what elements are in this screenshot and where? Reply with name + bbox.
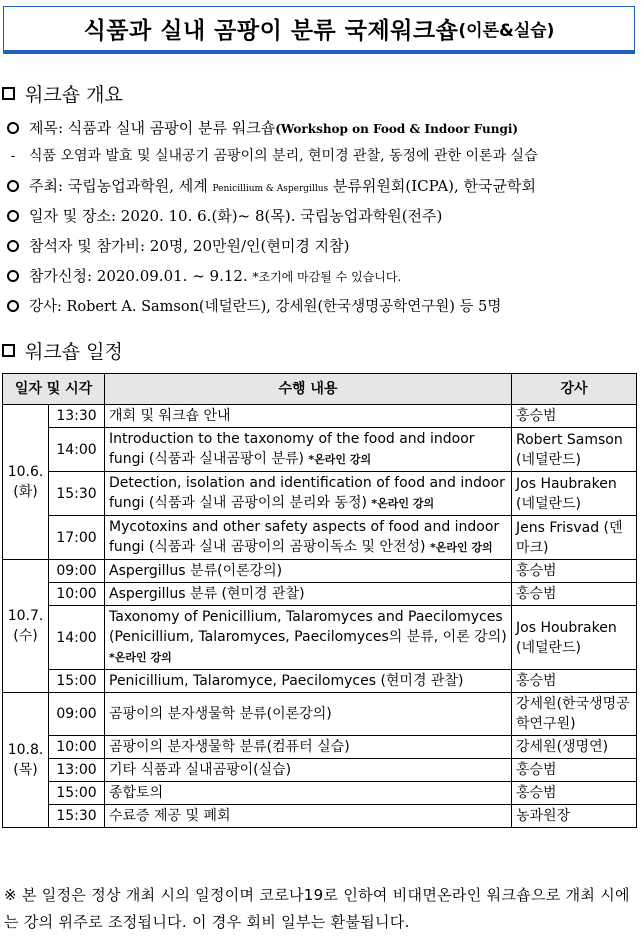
- content-text: Aspergillus 분류(이론강의): [109, 563, 283, 579]
- time-cell: 09:00: [49, 693, 105, 736]
- content-cell: [105, 560, 512, 583]
- content-text: 개회 및 워크숍 안내: [109, 408, 231, 424]
- content-cell: [105, 583, 512, 606]
- time-cell: 17:00: [49, 516, 105, 560]
- overview-subject: [7, 117, 518, 138]
- content-cell: [105, 759, 512, 782]
- content-cell: [105, 472, 512, 516]
- content-text: Aspergillus 분류 (현미경 관찰): [109, 586, 305, 602]
- header-content: 수행 내용: [105, 374, 512, 405]
- time-cell: 09:00: [49, 560, 105, 583]
- time-cell: 10:00: [49, 583, 105, 606]
- schedule-heading-label: 워크숍 일정: [25, 341, 123, 363]
- content-cell: [105, 736, 512, 759]
- header-speaker: 강사: [512, 374, 637, 405]
- content-cell: [105, 405, 512, 428]
- speaker-cell: 홍승범: [512, 759, 637, 782]
- table-row: [3, 516, 637, 560]
- table-row: [3, 759, 637, 782]
- content-text: Taxonomy of Penicillium, Talaromyces and Paecilomyces (Penicillium, Talaromyces, Paecilomyces의 분류, 이론 강의): [109, 609, 507, 645]
- host-text-c: 분류위원회(ICPA), 한국균학회: [328, 177, 536, 195]
- speaker-cell: Jens Frisvad (덴마크): [512, 516, 637, 560]
- content-text: Penicillium, Talaromyce, Paecilomyces (현미경 관찰): [109, 673, 464, 689]
- overview-apply: [7, 265, 401, 286]
- table-row: [3, 693, 637, 736]
- table-row: [3, 560, 637, 583]
- title-banner: [3, 6, 635, 54]
- overview-subject-desc: [7, 145, 538, 165]
- time-cell: 13:00: [49, 759, 105, 782]
- date-place-text: 일자 및 장소: 2020. 10. 6.(화)~ 8(목). 국립농업과학원(전주): [29, 207, 443, 225]
- apply-text: 참가신청: 2020.09.01. ~ 9.12.: [29, 267, 253, 285]
- speaker-cell: 홍승범: [512, 782, 637, 805]
- circle-bullet-icon: [7, 122, 19, 134]
- overview-attendees: [7, 235, 349, 256]
- day-weekday: (화): [13, 484, 38, 500]
- day-date: 10.8.: [7, 742, 44, 758]
- time-cell: 14:00: [49, 428, 105, 472]
- content-cell: [105, 428, 512, 472]
- schedule-table: [2, 373, 637, 828]
- day-date: 10.6.: [7, 464, 44, 480]
- speaker-cell: Jos Houbraken (네덜란드): [512, 606, 637, 670]
- page-title: 식품과 실내 곰팡이 분류 국제워크숍: [83, 18, 459, 44]
- content-cell: [105, 782, 512, 805]
- overview-date-place: [7, 205, 442, 226]
- speaker-cell: 홍승범: [512, 583, 637, 606]
- speaker-cell: 홍승범: [512, 405, 637, 428]
- table-row: [3, 583, 637, 606]
- subject-english: (Workshop on Food & Indoor Fungi): [275, 122, 519, 136]
- speaker-cell: Robert Samson (네덜란드): [512, 428, 637, 472]
- checkbox-square-icon: [2, 344, 15, 357]
- day-cell: [3, 693, 49, 828]
- circle-bullet-icon: [7, 210, 19, 222]
- header-date-time: 일자 및 시각: [3, 374, 105, 405]
- circle-bullet-icon: [7, 240, 19, 252]
- content-text: 기타 식품과 실내곰팡이(실습): [109, 762, 292, 778]
- dash-bullet-icon: -: [10, 148, 16, 164]
- time-cell: 10:00: [49, 736, 105, 759]
- footnote: ※ 본 일정은 정상 개최 시의 일정이며 코로나19로 인하여 비대면온라인 워크숍으로 개최 시에는 강의 위주로 조정됩니다. 이 경우 회비 일부는 환불됩니다.: [4, 886, 630, 931]
- table-row: [3, 805, 637, 828]
- checkbox-square-icon: [2, 87, 15, 100]
- day-cell: [3, 405, 49, 560]
- speaker-cell: 홍승범: [512, 670, 637, 693]
- content-text: 수료증 제공 및 폐회: [109, 808, 231, 824]
- content-text: Mycotoxins and other safety aspects of food and indoor fungi (식품과 실내 곰팡이의 곰팡이독소 및 안전성): [109, 519, 500, 555]
- lecturers-text: 강사: Robert A. Samson(네덜란드), 강세원(한국생명공학연구원) 등 5명: [29, 299, 502, 315]
- day-cell: [3, 560, 49, 693]
- online-tag: *온라인 강의: [109, 651, 172, 664]
- speaker-cell: 홍승범: [512, 560, 637, 583]
- time-cell: 15:30: [49, 805, 105, 828]
- time-cell: 15:30: [49, 472, 105, 516]
- schedule-heading: [2, 337, 123, 364]
- speaker-cell: 강세원(한국생명공학연구원): [512, 693, 637, 736]
- circle-bullet-icon: [7, 300, 19, 312]
- overview-heading: [2, 80, 123, 107]
- content-text: Introduction to the taxonomy of the food and indoor fungi (식품과 실내곰팡이 분류): [109, 431, 475, 467]
- day-weekday: (수): [13, 628, 38, 644]
- content-cell: [105, 805, 512, 828]
- table-row: [3, 782, 637, 805]
- content-cell: [105, 670, 512, 693]
- table-row: [3, 472, 637, 516]
- table-row: [3, 670, 637, 693]
- circle-bullet-icon: [7, 180, 19, 192]
- time-cell: 15:00: [49, 670, 105, 693]
- table-row: [3, 606, 637, 670]
- day-weekday: (목): [13, 762, 38, 778]
- overview-heading-label: 워크숍 개요: [25, 84, 123, 106]
- content-text: 종합토의: [109, 785, 164, 801]
- page-subtitle: (이론&실습): [458, 21, 555, 41]
- content-text: Detection, isolation and identification of food and indoor fungi (식품과 실내 곰팡이의 분리와 동정): [109, 475, 505, 511]
- apply-note: *조기에 마감될 수 있습니다.: [252, 270, 402, 284]
- table-header-row: [3, 374, 637, 405]
- subject-label: 제목: 식품과 실내 곰팡이 분류 워크숍: [29, 119, 276, 137]
- table-row: [3, 428, 637, 472]
- attendees-text: 참석자 및 참가비: 20명, 20만원/인(현미경 지참): [29, 237, 350, 255]
- speaker-cell: Jos Haubraken (네덜란드): [512, 472, 637, 516]
- content-cell: [105, 516, 512, 560]
- host-text-b: Penicillium & Aspergillus: [212, 184, 329, 194]
- subject-desc: 식품 오염과 발효 및 실내공기 곰팡이의 분리, 현미경 관찰, 동정에 관한 이론과 실습: [29, 148, 538, 164]
- content-cell: [105, 606, 512, 670]
- online-tag: *온라인 강의: [308, 453, 372, 466]
- host-text-a: 주최: 국립농업과학원, 세계: [29, 177, 213, 195]
- overview-host: [7, 175, 536, 196]
- time-cell: 15:00: [49, 782, 105, 805]
- table-row: [3, 736, 637, 759]
- content-text: 곰팡이의 분자생물학 분류(컴퓨터 실습): [109, 739, 350, 755]
- circle-bullet-icon: [7, 270, 19, 282]
- content-cell: [105, 693, 512, 736]
- speaker-cell: 강세원(생명연): [512, 736, 637, 759]
- time-cell: 13:30: [49, 405, 105, 428]
- day-date: 10.7.: [7, 608, 44, 624]
- table-row: [3, 405, 637, 428]
- online-tag: *온라인 강의: [371, 497, 435, 510]
- overview-lecturers: [7, 295, 501, 316]
- online-tag: *온라인 강의: [429, 541, 493, 554]
- content-text: 곰팡이의 분자생물학 분류(이론강의): [109, 706, 332, 722]
- time-cell: 14:00: [49, 606, 105, 670]
- speaker-cell: 농과원장: [512, 805, 637, 828]
